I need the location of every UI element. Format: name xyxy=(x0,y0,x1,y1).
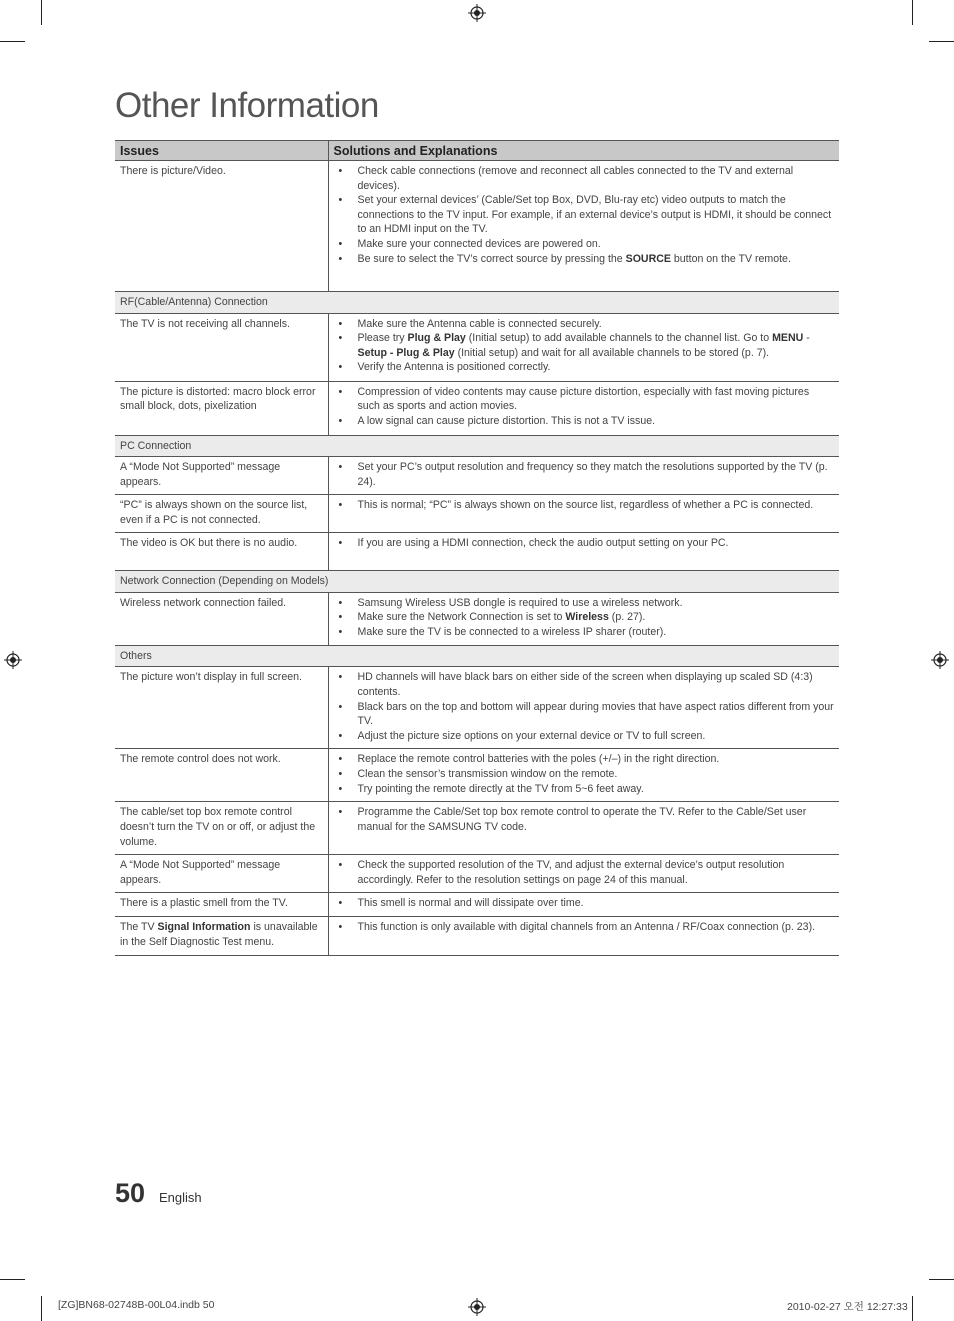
column-header-issues: Issues xyxy=(115,141,328,161)
crop-mark xyxy=(929,1279,954,1280)
solution-item: • Black bars on the top and bottom will appear during movies that have aspect ratios different from your TV. xyxy=(334,700,835,729)
solution-cell xyxy=(328,749,839,802)
page-title: Other Information xyxy=(115,86,379,125)
table-row xyxy=(115,313,839,381)
table-row xyxy=(115,749,839,802)
troubleshooting-table xyxy=(115,140,839,956)
solution-item: • Make sure your connected devices are powered on. xyxy=(334,237,835,252)
solution-item: • Compression of video contents may cause picture distortion, especially with fast moving pictures such as sports and action movies. xyxy=(334,385,835,414)
section-title: RF(Cable/Antenna) Connection xyxy=(115,292,839,314)
table-row xyxy=(115,533,839,571)
solution-item: • This is normal; “PC” is always shown on the source list, regardless of whether a PC is connected. xyxy=(334,498,835,513)
solution-cell xyxy=(328,313,839,381)
section-title: Network Connection (Depending on Models) xyxy=(115,571,839,593)
issue-cell: A “Mode Not Supported” message appears. xyxy=(115,855,328,893)
solution-item: • Check cable connections (remove and reconnect all cables connected to the TV and external devices). xyxy=(334,164,835,193)
table-row xyxy=(115,667,839,749)
solution-item: • A low signal can cause picture distortion. This is not a TV issue. xyxy=(334,414,835,429)
solution-item: • This smell is normal and will dissipate over time. xyxy=(334,896,835,911)
issue-cell: Wireless network connection failed. xyxy=(115,592,328,645)
solution-item: • Please try Plug & Play (Initial setup) to add available channels to the channel list. Go to MENU - Setup - Plug & Play (Initial setup) and wait for all available channels to be stored (p. 7). xyxy=(334,331,835,360)
solution-item: • Programme the Cable/Set top box remote control to operate the TV. Refer to the Cable/Set user manual for the SAMSUNG TV code. xyxy=(334,805,835,834)
solution-cell xyxy=(328,802,839,855)
section-row xyxy=(115,435,839,457)
table-row xyxy=(115,161,839,292)
table-row xyxy=(115,495,839,533)
table-row xyxy=(115,893,839,917)
issue-cell: A “Mode Not Supported” message appears. xyxy=(115,457,328,495)
table-row xyxy=(115,802,839,855)
crop-mark xyxy=(929,41,954,42)
page-language: English xyxy=(159,1190,202,1205)
solution-item: • Make sure the Network Connection is set to Wireless (p. 27). xyxy=(334,610,835,625)
issue-cell: The picture won’t display in full screen. xyxy=(115,667,328,749)
section-row xyxy=(115,292,839,314)
issue-cell: The picture is distorted: macro block error small block, dots, pixelization xyxy=(115,381,328,435)
solution-cell xyxy=(328,592,839,645)
solution-item: • Make sure the TV is be connected to a wireless IP sharer (router). xyxy=(334,625,835,640)
crop-mark xyxy=(0,41,25,42)
crop-mark xyxy=(0,1279,25,1280)
issue-cell: There is picture/Video. xyxy=(115,161,328,292)
solution-item: • Adjust the picture size options on your external device or TV to full screen. xyxy=(334,729,835,744)
solution-item: • HD channels will have black bars on either side of the screen when displaying up scaled SD (4:3) contents. xyxy=(334,670,835,699)
solution-cell xyxy=(328,533,839,571)
issue-cell: The video is OK but there is no audio. xyxy=(115,533,328,571)
issue-cell: “PC” is always shown on the source list, even if a PC is not connected. xyxy=(115,495,328,533)
crop-mark xyxy=(912,0,913,25)
source-key-label: SOURCE xyxy=(625,252,671,265)
solution-item: • Samsung Wireless USB dongle is required to use a wireless network. xyxy=(334,596,835,611)
solution-cell xyxy=(328,381,839,435)
solution-item: • Make sure the Antenna cable is connected securely. xyxy=(334,317,835,332)
table-row xyxy=(115,381,839,435)
print-footer-file: [ZG]BN68-02748B-00L04.indb 50 xyxy=(58,1299,215,1311)
issue-cell: The TV is not receiving all channels. xyxy=(115,313,328,381)
issue-cell: There is a plastic smell from the TV. xyxy=(115,893,328,917)
crop-mark xyxy=(41,1296,42,1321)
section-row xyxy=(115,571,839,593)
solution-item: • Set your PC’s output resolution and frequency so they match the resolutions supported by the TV (p. 24). xyxy=(334,460,835,489)
solution-cell xyxy=(328,667,839,749)
section-row xyxy=(115,645,839,667)
solution-item: • Be sure to select the TV’s correct source by pressing the SOURCE button on the TV remote. xyxy=(334,252,835,267)
solution-cell xyxy=(328,457,839,495)
section-title: Others xyxy=(115,645,839,667)
solution-item: • Set your external devices’ (Cable/Set top Box, DVD, Blu-ray etc) video outputs to match the connections to the TV input. For example, if an external device’s output is HDMI, it should be connect to an HDMI input on the TV. xyxy=(334,193,835,237)
solution-cell xyxy=(328,855,839,893)
solution-item: • Clean the sensor’s transmission window on the remote. xyxy=(334,767,835,782)
print-footer-timestamp: 2010-02-27 오전 12:27:33 xyxy=(787,1301,908,1313)
solution-cell xyxy=(328,893,839,917)
issue-cell: The TV Signal Information is unavailable in the Self Diagnostic Test menu. xyxy=(115,917,328,956)
table-row xyxy=(115,855,839,893)
solution-item: • Check the supported resolution of the TV, and adjust the external device’s output resolution accordingly. Refer to the resolution settings on page 24 of this manual. xyxy=(334,858,835,887)
solution-cell xyxy=(328,495,839,533)
solution-item: • Try pointing the remote directly at the TV from 5~6 feet away. xyxy=(334,782,835,797)
column-header-solutions: Solutions and Explanations xyxy=(328,141,839,161)
issue-cell: The remote control does not work. xyxy=(115,749,328,802)
registration-mark-icon xyxy=(468,1298,486,1316)
solution-cell xyxy=(328,161,839,292)
issue-cell: The cable/set top box remote control doesn’t turn the TV on or off, or adjust the volume. xyxy=(115,802,328,855)
section-title: PC Connection xyxy=(115,435,839,457)
solution-cell xyxy=(328,917,839,956)
table-row xyxy=(115,917,839,956)
table-row xyxy=(115,457,839,495)
solution-item: • This function is only available with digital channels from an Antenna / RF/Coax connection (p. 23). xyxy=(334,920,835,935)
solution-item: • Replace the remote control batteries with the poles (+/–) in the right direction. xyxy=(334,752,835,767)
registration-mark-icon xyxy=(931,651,949,669)
crop-mark xyxy=(41,0,42,25)
solution-item: • If you are using a HDMI connection, check the audio output setting on your PC. xyxy=(334,536,835,551)
solution-item: • Verify the Antenna is positioned correctly. xyxy=(334,360,835,375)
page-number: 50 xyxy=(115,1178,146,1208)
crop-mark xyxy=(912,1296,913,1321)
table-row xyxy=(115,592,839,645)
registration-mark-icon xyxy=(468,4,486,22)
table-header-row xyxy=(115,141,839,161)
registration-mark-icon xyxy=(4,651,22,669)
